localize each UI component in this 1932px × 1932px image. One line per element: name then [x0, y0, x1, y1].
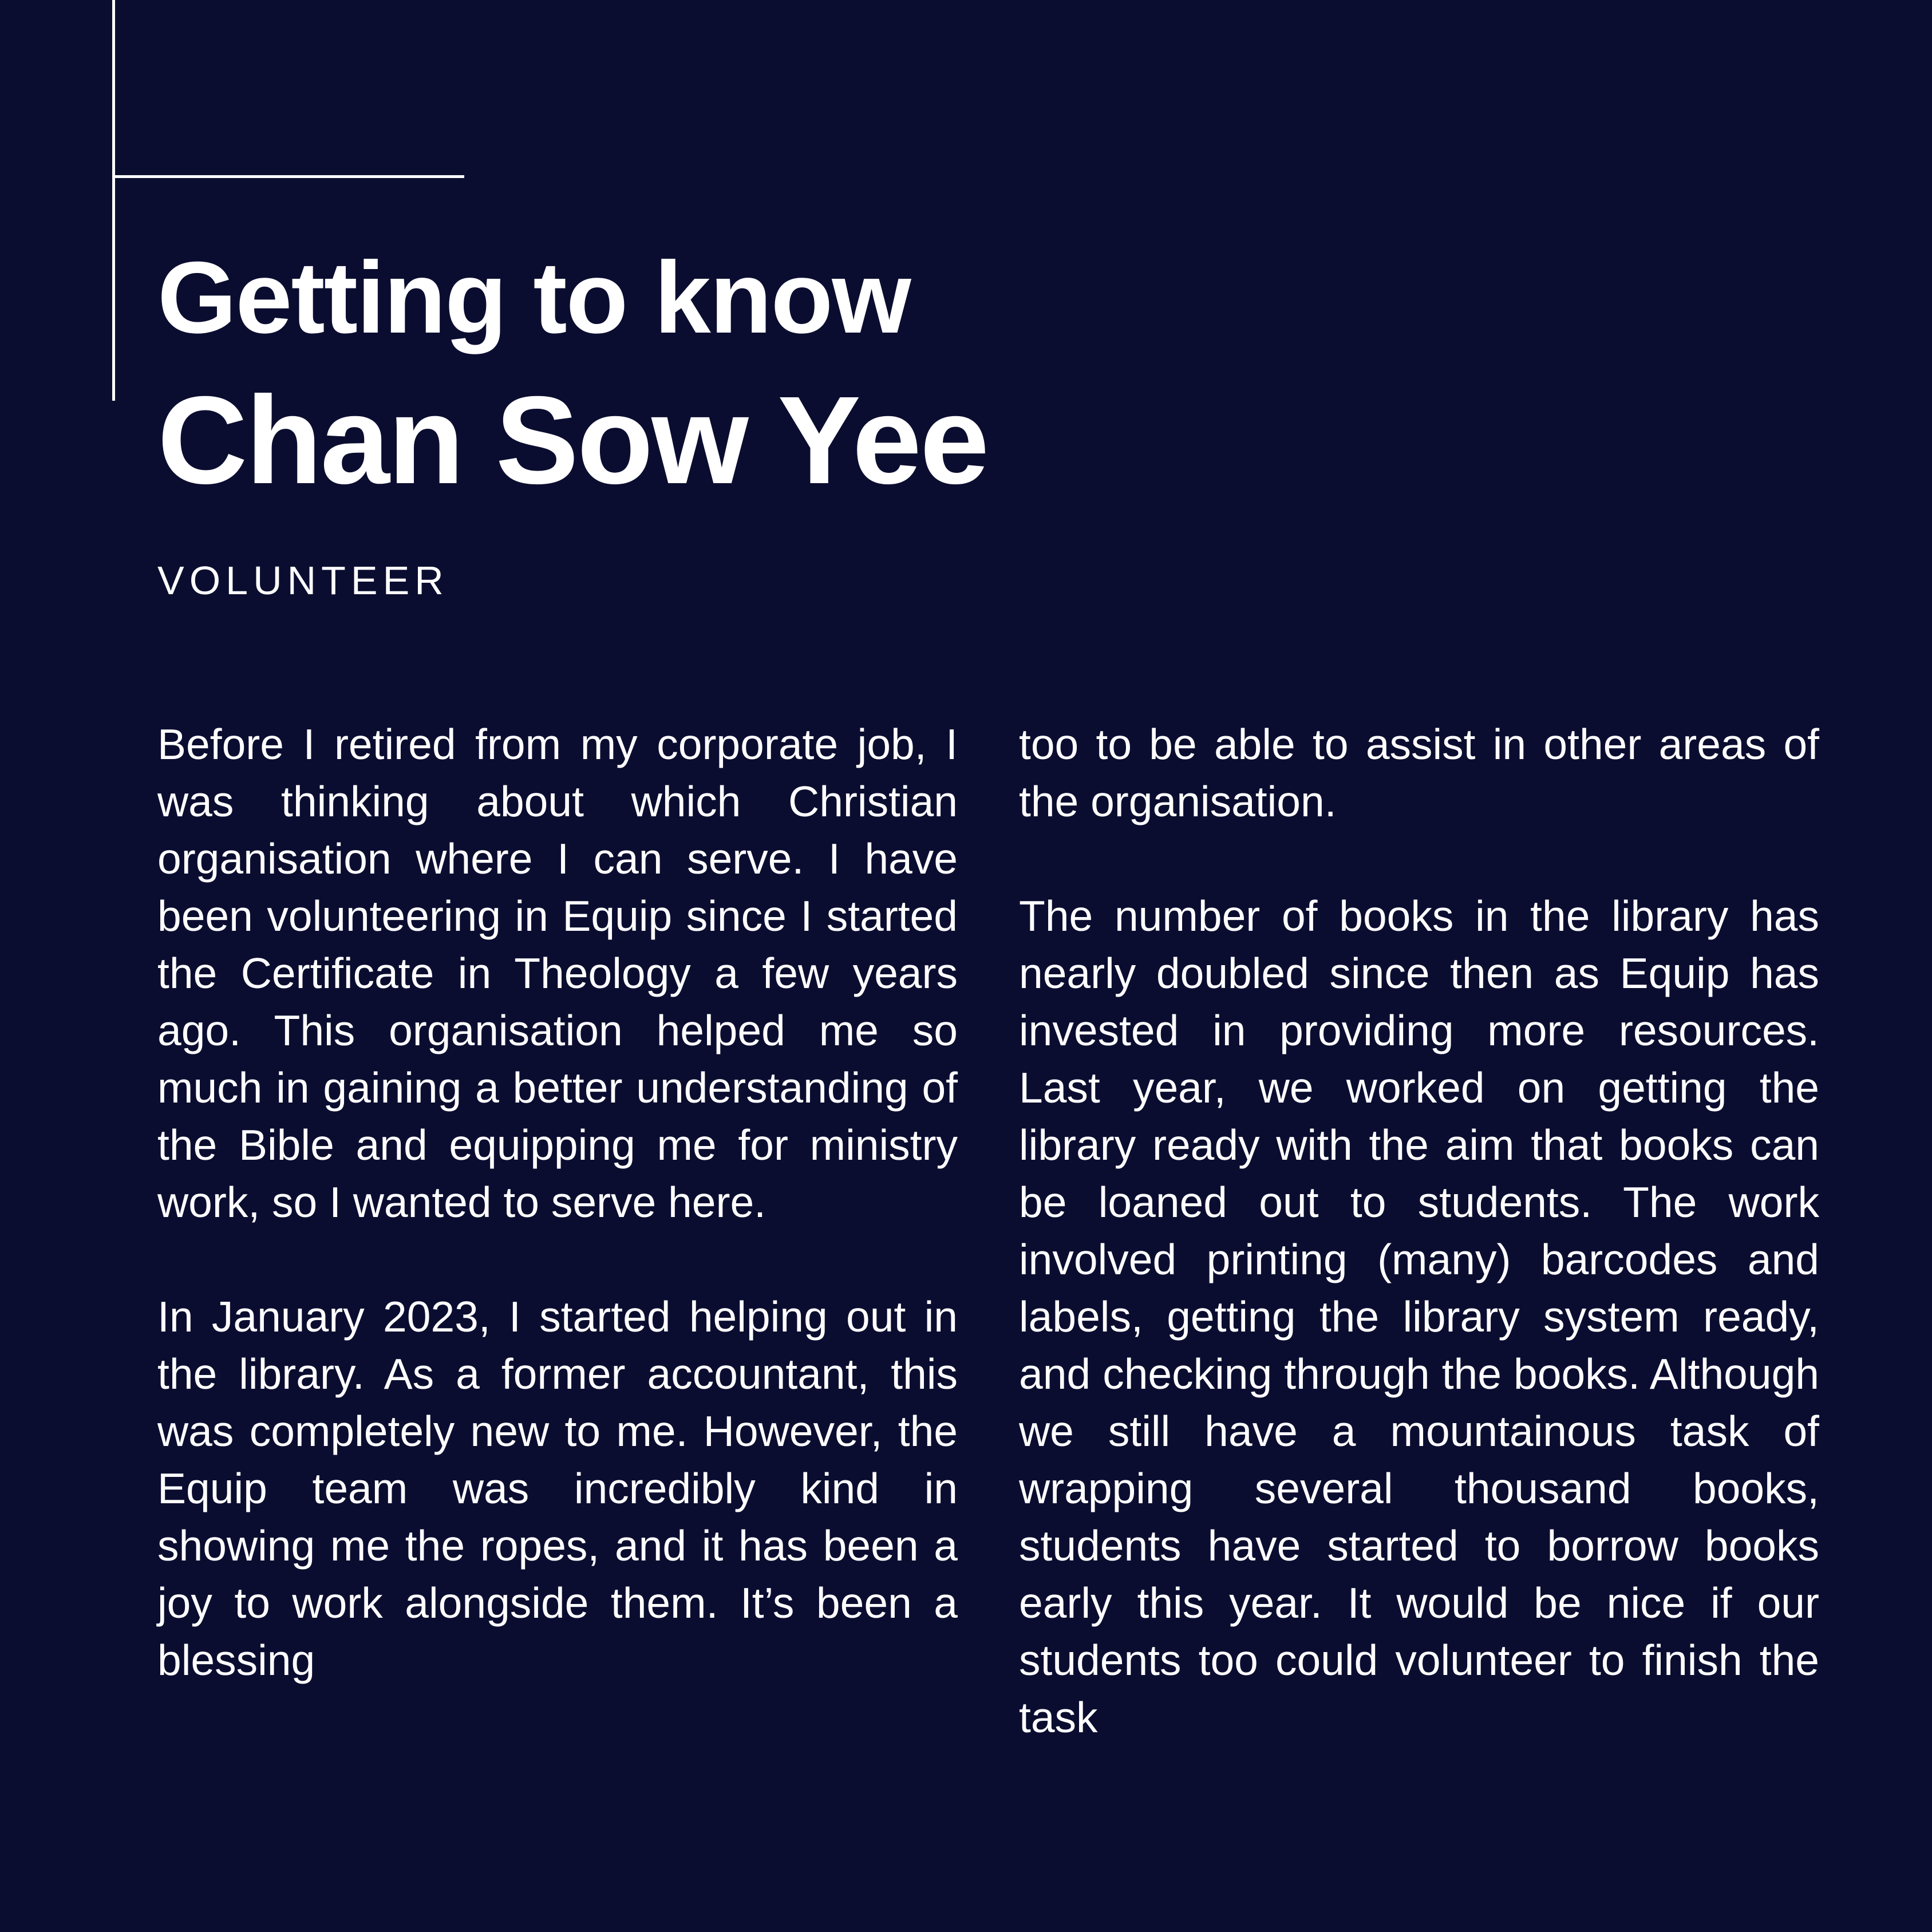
corner-vertical-line — [112, 0, 115, 401]
eyebrow-title: Getting to know — [157, 240, 910, 354]
article-column-left — [157, 716, 958, 1746]
article-column-right — [1019, 716, 1819, 1803]
paragraph: too to be able to assist in other areas of the organisation. — [1019, 720, 1819, 825]
person-name: Chan Sow Yee — [157, 371, 988, 511]
corner-horizontal-line — [112, 175, 464, 178]
paragraph: The number of books in the library has nearly doubled since then as Equip has invested in providing more resources. Last year, we worked on getting the library ready with the aim that books can be loaned out to students. The work involved printing (many) barcodes and labels, getting the library system ready, and checking through the books. Although we still have a mountainous task of wrapping several thousand books, students have started to borrow books early this year. It would be nice if our students too could volunteer to finish the task — [1019, 892, 1819, 1741]
paragraph: Before I retired from my corporate job, I was thinking about which Christian organisation where I can serve. I have been volunteering in Equip since I started the Certificate in Theology a few years ago. This organisation helped me so much in gaining a better understanding of the Bible and equipping me for ministry work, so I wanted to serve here. — [157, 720, 958, 1226]
paragraph: In January 2023, I started helping out in the library. As a former accountant, this was completely new to me. However, the Equip team was incredibly kind in showing me the ropes, and it has been a joy to work alongside them. It’s been a blessing — [157, 1293, 958, 1684]
role-label: VOLUNTEER — [157, 558, 449, 603]
header — [157, 238, 1417, 603]
